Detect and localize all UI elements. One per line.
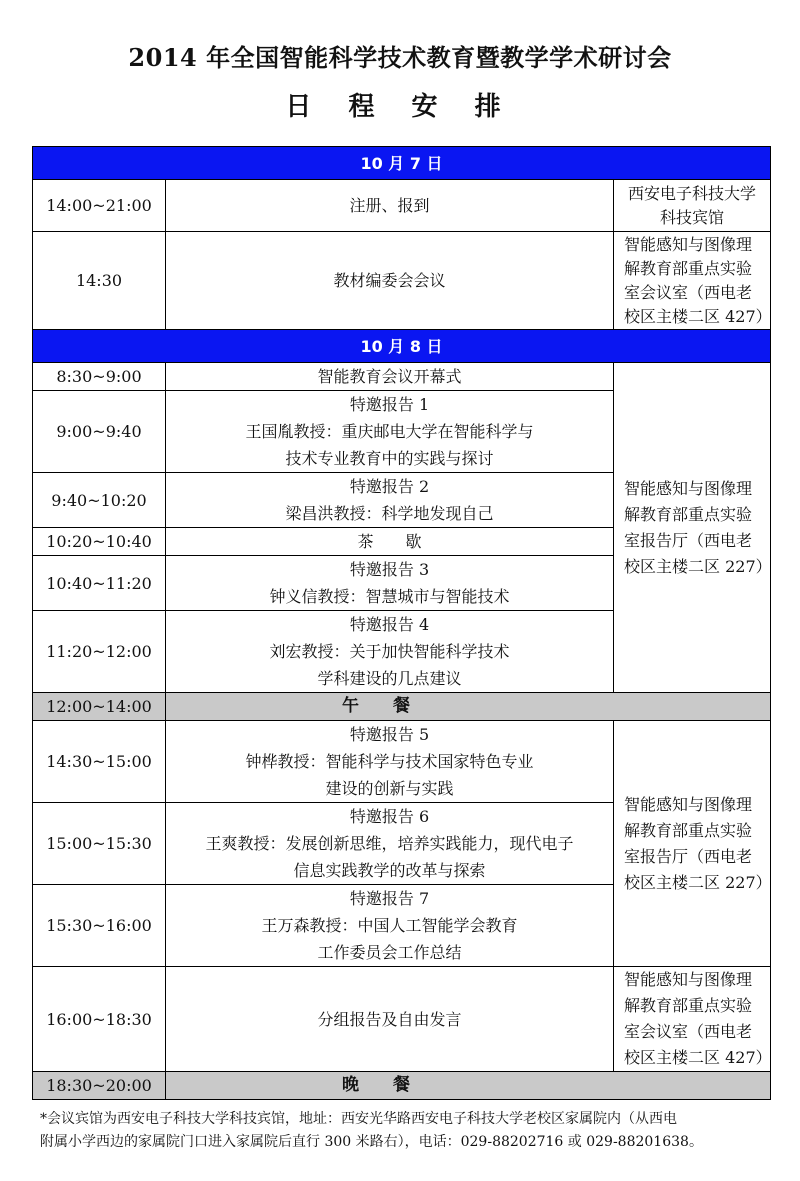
page-subtitle: 日 程 安 排 <box>285 92 515 122</box>
venue-line: 智能感知与图像理 <box>624 970 753 989</box>
event-line: 特邀报告 3 <box>349 560 430 579</box>
venue-line: 科技宾馆 <box>660 207 725 227</box>
event-cell <box>166 473 614 528</box>
table-row <box>33 180 771 232</box>
footnote-line: *会议宾馆为西安电子科技大学科技宾馆，地址：西安光华路西安电子科技大学老校区家属院内（从西电 <box>40 1111 677 1127</box>
venue-cell-morning <box>614 363 771 693</box>
table-row <box>33 232 771 330</box>
event-cell <box>166 391 614 473</box>
event-line: 钟桦教授：智能科学与技术国家特色专业 <box>245 752 534 771</box>
event-cell <box>166 363 614 391</box>
dinner-label: 晚 餐 <box>166 1072 771 1100</box>
day-header-oct-7 <box>33 147 771 180</box>
venue-line: 解教育部重点实验 <box>624 996 753 1015</box>
event-line: 王万森教授：中国人工智能学会教育 <box>261 916 518 935</box>
dinner-row <box>33 1072 771 1100</box>
event-line: 特邀报告 1 <box>349 395 430 414</box>
table-row <box>33 967 771 1072</box>
event-line: 王爽教授：发展创新思维，培养实践能力，现代电子 <box>205 834 574 853</box>
venue-line: 校区主楼二区 227） <box>624 872 772 892</box>
venue-line: 室报告厅（西电老 <box>624 530 753 550</box>
venue-line: 解教育部重点实验 <box>624 258 753 278</box>
event-cell <box>166 803 614 885</box>
event-line: 工作委员会工作总结 <box>317 943 462 962</box>
event-line: 技术专业教育中的实践与探讨 <box>285 449 494 468</box>
time-cell: 10:40~11:20 <box>33 556 166 611</box>
venue-line: 室会议室（西电老 <box>624 1022 753 1041</box>
event-cell: 注册、报到 <box>166 180 614 232</box>
event-line: 学科建设的几点建议 <box>317 669 462 688</box>
event-line: 特邀报告 6 <box>349 807 430 826</box>
time-cell: 9:40~10:20 <box>33 473 166 528</box>
table-row <box>33 363 771 391</box>
footnote-line: 附属小学西边的家属院门口进入家属院后直行 300 米路右），电话：029-88202716 或 029-88201638。 <box>40 1134 703 1150</box>
lunch-label: 午 餐 <box>166 693 771 721</box>
venue-line: 解教育部重点实验 <box>624 504 753 524</box>
time-cell: 11:20~12:00 <box>33 611 166 693</box>
event-cell <box>166 528 614 556</box>
event-line: 智能教育会议开幕式 <box>317 367 462 386</box>
day-label: 10 月 7 日 <box>360 153 443 173</box>
venue-line: 智能感知与图像理 <box>624 478 753 498</box>
table-row <box>33 721 771 803</box>
venue-line: 校区主楼二区 427） <box>624 306 772 326</box>
day-label: 10 月 8 日 <box>360 336 443 356</box>
time-cell: 15:00~15:30 <box>33 803 166 885</box>
lunch-row <box>33 693 771 721</box>
time-cell: 12:00~14:00 <box>33 693 166 721</box>
time-cell: 8:30~9:00 <box>33 363 166 391</box>
page-title: 2014 年全国智能科学技术教育暨教学学术研讨会 <box>128 43 672 72</box>
schedule-table <box>32 146 771 1100</box>
time-cell: 10:20~10:40 <box>33 528 166 556</box>
time-cell: 16:00~18:30 <box>33 967 166 1072</box>
venue-cell <box>614 180 771 232</box>
venue-line: 解教育部重点实验 <box>624 820 753 840</box>
event-cell: 分组报告及自由发言 <box>166 967 614 1072</box>
event-line: 钟义信教授：智慧城市与智能技术 <box>269 587 510 606</box>
time-cell: 14:30 <box>33 232 166 330</box>
venue-cell <box>614 232 771 330</box>
venue-line: 室报告厅（西电老 <box>624 846 753 866</box>
event-line: 信息实践教学的改革与探索 <box>293 861 486 880</box>
event-line: 特邀报告 4 <box>349 615 430 634</box>
venue-line: 校区主楼二区 227） <box>624 556 772 576</box>
time-cell: 14:30~15:00 <box>33 721 166 803</box>
event-cell <box>166 721 614 803</box>
event-cell <box>166 885 614 967</box>
venue-line: 室会议室（西电老 <box>624 282 753 302</box>
venue-line: 西安电子科技大学 <box>628 183 757 203</box>
footnote <box>40 1108 775 1154</box>
venue-cell-afternoon <box>614 721 771 967</box>
venue-line: 智能感知与图像理 <box>624 794 753 814</box>
venue-line: 智能感知与图像理 <box>624 234 753 254</box>
venue-line: 校区主楼二区 427） <box>624 1048 772 1067</box>
event-line: 王国胤教授：重庆邮电大学在智能科学与 <box>245 422 534 441</box>
event-line: 梁昌洪教授：科学地发现自己 <box>285 504 494 523</box>
event-line: 特邀报告 5 <box>349 725 430 744</box>
time-cell: 9:00~9:40 <box>33 391 166 473</box>
event-line: 建设的创新与实践 <box>325 779 454 798</box>
time-cell: 14:00~21:00 <box>33 180 166 232</box>
day-header-oct-8 <box>33 330 771 363</box>
venue-cell <box>614 967 771 1072</box>
event-line: 特邀报告 2 <box>349 477 430 496</box>
event-cell: 教材编委会会议 <box>166 232 614 330</box>
event-cell <box>166 556 614 611</box>
event-line: 茶 歇 <box>357 532 422 551</box>
time-cell: 18:30~20:00 <box>33 1072 166 1100</box>
event-line: 刘宏教授：关于加快智能科学技术 <box>269 642 510 661</box>
event-cell <box>166 611 614 693</box>
event-line: 特邀报告 7 <box>349 889 430 908</box>
time-cell: 15:30~16:00 <box>33 885 166 967</box>
